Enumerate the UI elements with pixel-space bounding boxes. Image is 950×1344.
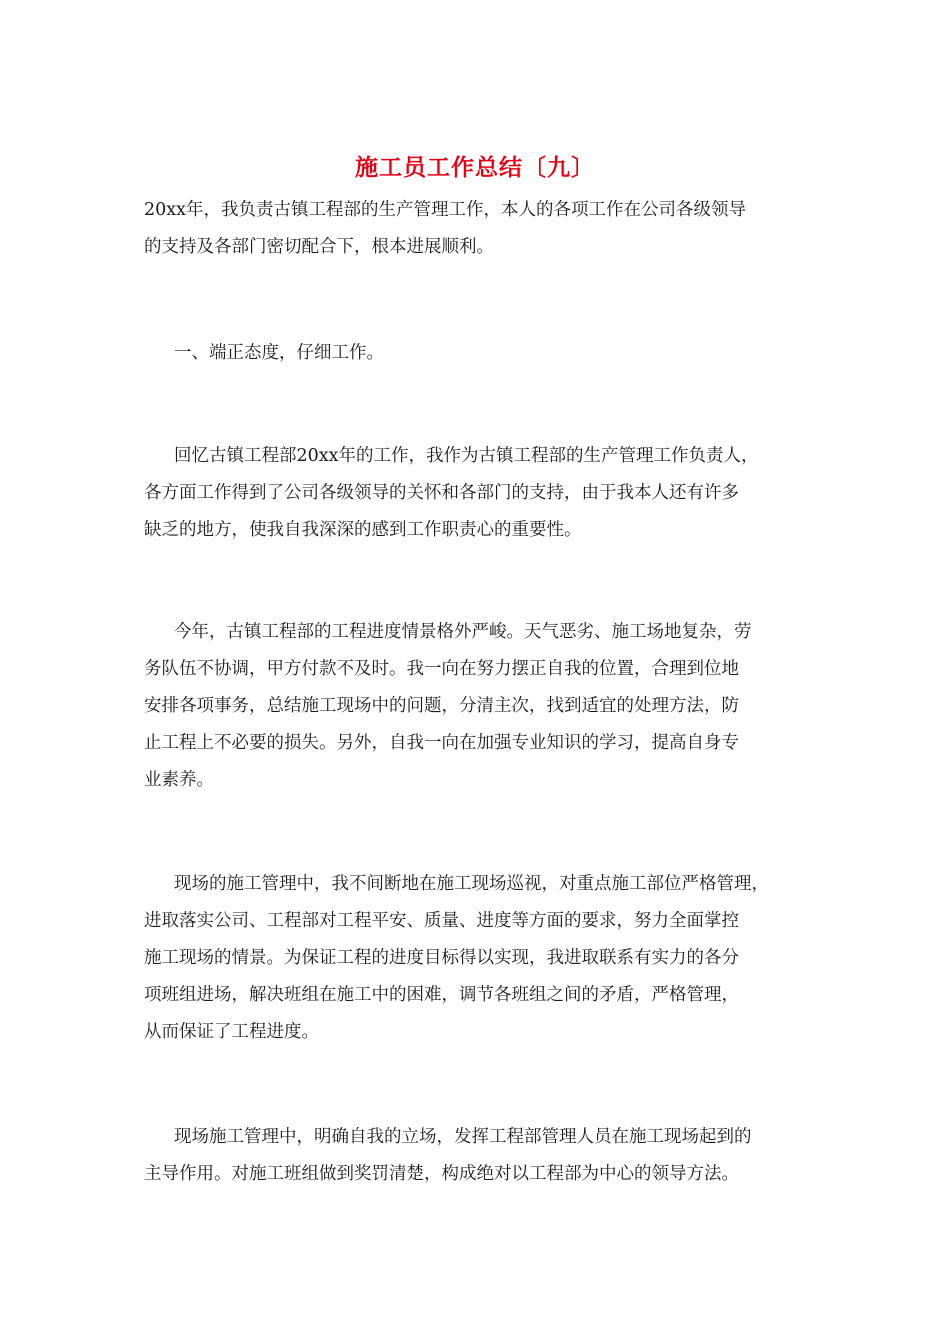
paragraph-5-line-1: 现场的施工管理中，我不间断地在施工现场巡视，对重点施工部位严格管理， bbox=[174, 874, 769, 894]
paragraph-6-line-1: 现场施工管理中，明确自我的立场，发挥工程部管理人员在施工现场起到的 bbox=[174, 1127, 752, 1147]
page-title: 施工员工作总结〔九〕 bbox=[355, 154, 595, 181]
paragraph-1-line-1: 20xx年，我负责古镇工程部的生产管理工作，本人的各项工作在公司各级领导 bbox=[144, 200, 747, 220]
paragraph-4-line-4: 止工程上不必要的损失。另外，自我一向在加强专业知识的学习，提高自身专 bbox=[144, 733, 739, 753]
paragraph-1-line-2: 的支持及各部门密切配合下，根本进展顺利。 bbox=[144, 237, 494, 257]
paragraph-4-line-3: 安排各项事务，总结施工现场中的问题，分清主次，找到适宜的处理方法，防 bbox=[144, 696, 739, 716]
paragraph-3-line-1: 回忆古镇工程部20xx年的工作，我作为古镇工程部的生产管理工作负责人， bbox=[174, 446, 759, 466]
paragraph-3-line-3: 缺乏的地方，使我自我深深的感到工作职责心的重要性。 bbox=[144, 520, 582, 540]
paragraph-4-line-1: 今年，古镇工程部的工程进度情景格外严峻。天气恶劣、施工场地复杂，劳 bbox=[174, 622, 752, 642]
paragraph-4-line-5: 业素养。 bbox=[144, 770, 214, 790]
section-heading: 一、端正态度，仔细工作。 bbox=[174, 343, 384, 363]
paragraph-4-line-2: 务队伍不协调，甲方付款不及时。我一向在努力摆正自我的位置，合理到位地 bbox=[144, 659, 739, 679]
paragraph-5-line-4: 项班组进场，解决班组在施工中的困难，调节各班组之间的矛盾，严格管理， bbox=[144, 985, 739, 1005]
paragraph-5-line-3: 施工现场的情景。为保证工程的进度目标得以实现，我进取联系有实力的各分 bbox=[144, 948, 739, 968]
paragraph-5-line-5: 从而保证了工程进度。 bbox=[144, 1022, 319, 1042]
paragraph-3-line-2: 各方面工作得到了公司各级领导的关怀和各部门的支持，由于我本人还有许多 bbox=[144, 483, 739, 503]
paragraph-5-line-2: 进取落实公司、工程部对工程平安、质量、进度等方面的要求，努力全面掌控 bbox=[144, 911, 739, 931]
paragraph-6-line-2: 主导作用。对施工班组做到奖罚清楚，构成绝对以工程部为中心的领导方法。 bbox=[144, 1164, 739, 1184]
